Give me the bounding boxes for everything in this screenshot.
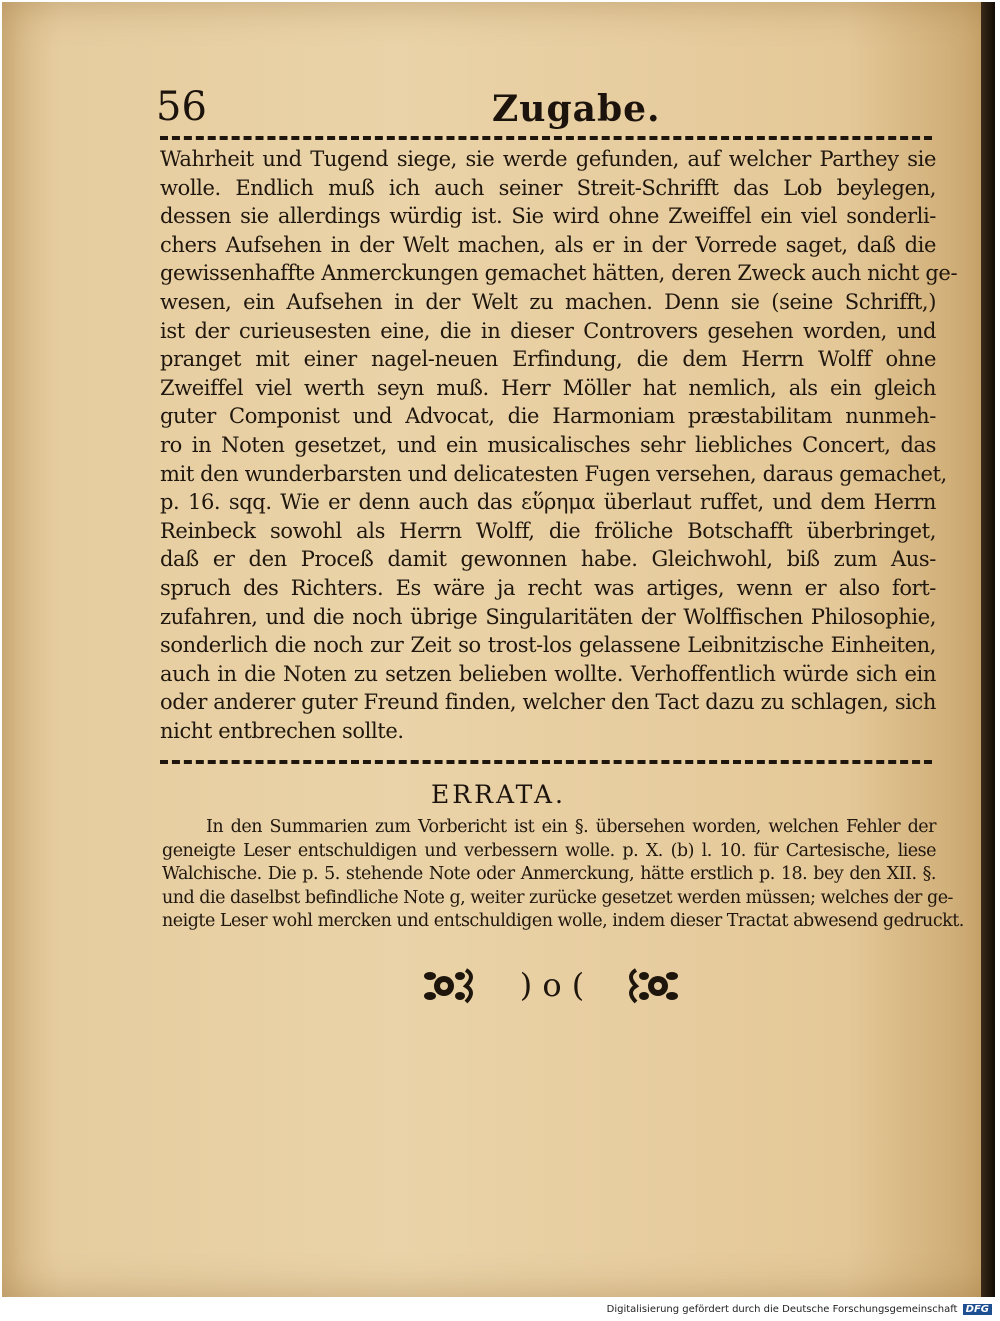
text-line: nicht entbrechen sollte. xyxy=(160,718,404,743)
text-line: chers Aufsehen in der Welt machen, als er in der Vorrede saget, daß die xyxy=(160,232,936,257)
text-line: ro in Noten gesetzet, und ein musicalisches sehr liebliches Concert, das xyxy=(160,432,936,457)
errata-text xyxy=(162,816,964,934)
section-rule xyxy=(160,760,932,764)
text-line: auch in die Noten zu setzen belieben wollte. Verhoffentlich würde sich ein xyxy=(160,661,936,686)
header-rule xyxy=(160,136,932,140)
errata-line: neigte Leser wohl mercken und entschuldigen wolle, indem dieser Tractat abwesend gedruckt. xyxy=(162,911,964,931)
body-text xyxy=(160,145,958,745)
text-line: sonderlich die noch zur Zeit so trost-los gelassene Leibnitzische Einheiten, xyxy=(160,633,936,658)
book-page xyxy=(2,2,995,1297)
dfg-logo: DFG xyxy=(963,1304,992,1315)
errata-line: In den Summarien zum Vorbericht ist ein §. übersehen worden, welchen Fehler der xyxy=(206,817,936,837)
text-line: zufahren, und die noch übrige Singularitäten der Wolffischen Philosophie, xyxy=(160,604,936,629)
errata-line: Walchische. Die p. 5. stehende Note oder Anmerckung, hätte erstlich p. 18. bey den XII. §. xyxy=(162,864,936,884)
page-edge xyxy=(981,2,995,1297)
text-line: guter Componist und Advocat, die Harmoniam præstabilitam nunmeh- xyxy=(160,404,936,429)
credit-text: Digitalisierung gefördert durch die Deutsche Forschungsgemeinschaft xyxy=(606,1304,958,1315)
text-line: Zweiffel viel werth seyn muß. Herr Möller hat nemlich, als ein gleich xyxy=(160,375,936,400)
text-line: pranget mit einer nagel-neuen Erfindung, die dem Herrn Wolff ohne xyxy=(160,347,936,372)
text-line: p. 16. sqq. Wie er denn auch das εὕρημα überlaut ruffet, und dem Herrn xyxy=(160,490,936,515)
page-number: 56 xyxy=(156,84,207,130)
text-line: wesen, ein Aufsehen in der Welt zu machen. Denn sie (seine Schrifft,) xyxy=(160,289,936,314)
text-line: ist der curieusesten eine, die in dieser Controvers gesehen worden, und xyxy=(160,318,936,343)
text-line: spruch des Richters. Es wäre ja recht was artiges, wenn er also fort- xyxy=(160,575,936,600)
errata-title: ERRATA. xyxy=(431,780,566,809)
flourish-icon xyxy=(422,964,682,1008)
errata-line: und die daselbst befindliche Note g, weiter zurücke gesetzet werden müssen; welches der ge- xyxy=(162,887,953,908)
text-line: dessen sie allerdings würdig ist. Sie wird ohne Zweiffel ein viel sonderli- xyxy=(160,204,936,229)
page-header xyxy=(152,84,942,130)
text-line: gewissenhaffte Anmerckungen gemachet hätten, deren Zweck auch nicht ge- xyxy=(160,261,958,286)
running-head: Zugabe. xyxy=(492,88,661,130)
tailpiece-ornament xyxy=(422,964,682,1008)
text-line: wolle. Endlich muß ich auch seiner Streit-Schrifft das Lob beylegen, xyxy=(160,175,936,200)
ornament-text: ) o ( xyxy=(519,966,585,1004)
text-line: Reinbeck sowohl als Herrn Wolff, die fröliche Botschafft überbringet, xyxy=(160,518,936,543)
text-line: oder anderer guter Freund finden, welcher den Tact dazu zu schlagen, sich xyxy=(160,690,936,715)
errata-line: geneigte Leser entschuldigen und verbessern wolle. p. X. (b) l. 10. für Cartesische, liese xyxy=(162,840,936,861)
text-line: Wahrheit und Tugend siege, sie werde gefunden, auf welcher Parthey sie xyxy=(160,147,936,171)
digitization-credit xyxy=(607,1304,992,1315)
text-line: daß er den Proceß damit gewonnen habe. Gleichwohl, biß zum Aus- xyxy=(160,547,936,572)
text-line: mit den wunderbarsten und delicatesten Fugen versehen, daraus gemachet, xyxy=(160,461,947,486)
